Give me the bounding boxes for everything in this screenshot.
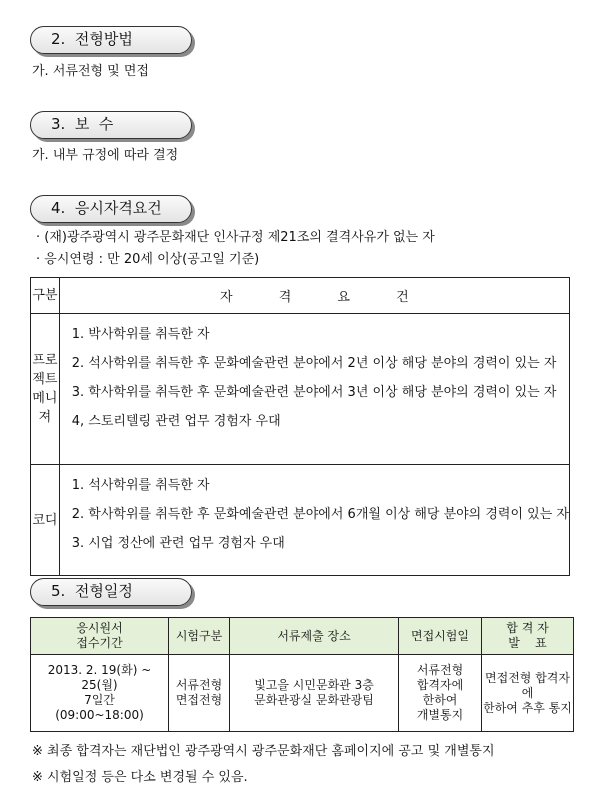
note: ※ 시험일정 등은 다소 변경될 수 있음. — [32, 770, 248, 785]
schedule-period — [31, 655, 169, 732]
cell-line: 서류전형 — [175, 678, 223, 692]
requirement-item: 2. 학사학위를 취득한 후 문화예술관련 분야에서 6개월 이상 해당 분야의 경력이 있는 자 — [71, 507, 569, 522]
schedule-header-interview: 면접시험일 — [399, 618, 482, 655]
eligibility-bullet: · 응시연령 : 만 20세 이상(공고일 기준) — [36, 252, 260, 267]
row-requirements — [59, 314, 569, 465]
header-line: 응시원서 — [76, 621, 123, 635]
section-4-heading: 4. 응시자격요건 — [30, 195, 192, 223]
cell-line: 25(월) — [81, 678, 118, 692]
eligibility-bullet: · (재)광주광역시 광주문화재단 인사규정 제21조의 결격사유가 없는 자 — [36, 230, 435, 245]
requirements-table — [30, 277, 570, 576]
section-5-heading: 5. 전형일정 — [30, 578, 192, 606]
requirement-item: 4, 스토리텔링 관련 업무 경험자 우대 — [71, 414, 281, 429]
schedule-header-place: 서류제출 장소 — [230, 618, 399, 655]
schedule-header-announce — [482, 618, 574, 655]
section-3-heading: 3. 보 수 — [30, 111, 192, 139]
schedule-table — [30, 617, 574, 732]
requirement-item: 1. 박사학위를 취득한 자 — [71, 327, 210, 342]
cell-line: 2013. 2. 19(화) ~ — [47, 663, 152, 677]
section-2-text: 가. 서류전형 및 면접 — [32, 64, 149, 79]
requirement-item: 3. 학사학위를 취득한 후 문화예술관련 분야에서 3년 이상 해당 분야의 경력이 있는 자 — [71, 385, 557, 400]
schedule-announce — [482, 655, 574, 732]
section-2-heading: 2. 전형방법 — [30, 26, 192, 54]
schedule-header-type: 시험구분 — [169, 618, 230, 655]
section-3-text: 가. 내부 규정에 따라 결정 — [32, 148, 179, 163]
header-line: 발 표 — [508, 636, 547, 650]
cell-line: (09:00~18:00) — [55, 708, 144, 722]
note: ※ 최종 합격자는 재단법인 광주광역시 광주문화재단 홈페이지에 공고 및 개별통지 — [32, 744, 495, 759]
requirement-item: 3. 시업 정산에 관련 업무 경험자 우대 — [71, 536, 285, 551]
category-label: 메니져 — [32, 391, 58, 425]
requirement-item: 2. 석사학위를 취득한 후 문화예술관련 분야에서 2년 이상 해당 분야의 경력이 있는 자 — [71, 356, 557, 371]
cell-line: 서류전형 — [416, 663, 464, 677]
cell-line: 문화관광실 문화관광팀 — [254, 693, 374, 707]
category-label: 프로젝트 — [32, 353, 58, 387]
cell-line: 7일간 — [84, 693, 115, 707]
cell-line: 한하여 추후 통지 — [483, 700, 572, 715]
table-header-requirements: 자 격 요 건 — [59, 278, 569, 314]
cell-line: 합격자에 — [416, 678, 464, 692]
cell-line: 빛고을 시민문화관 3층 — [254, 678, 374, 692]
cell-line: 면접전형 합격자에 — [485, 670, 570, 700]
row-category — [31, 465, 60, 576]
category-label: 코디 — [32, 512, 58, 528]
header-line: 접수기간 — [76, 636, 123, 650]
table-row — [31, 655, 574, 732]
row-category — [31, 314, 60, 465]
schedule-type — [169, 655, 230, 732]
table-header-category: 구분 — [31, 278, 60, 314]
schedule-interview — [399, 655, 482, 732]
requirement-item: 1. 석사학위를 취득한 자 — [71, 478, 210, 493]
cell-line: 한하여 — [422, 693, 458, 707]
schedule-place — [230, 655, 399, 732]
table-row — [31, 465, 570, 576]
table-row — [31, 314, 570, 465]
cell-line: 개별통지 — [416, 708, 464, 722]
schedule-header-period — [31, 618, 169, 655]
header-line: 합 격 자 — [506, 621, 549, 635]
cell-line: 면접전형 — [175, 693, 223, 707]
row-requirements — [59, 465, 569, 576]
